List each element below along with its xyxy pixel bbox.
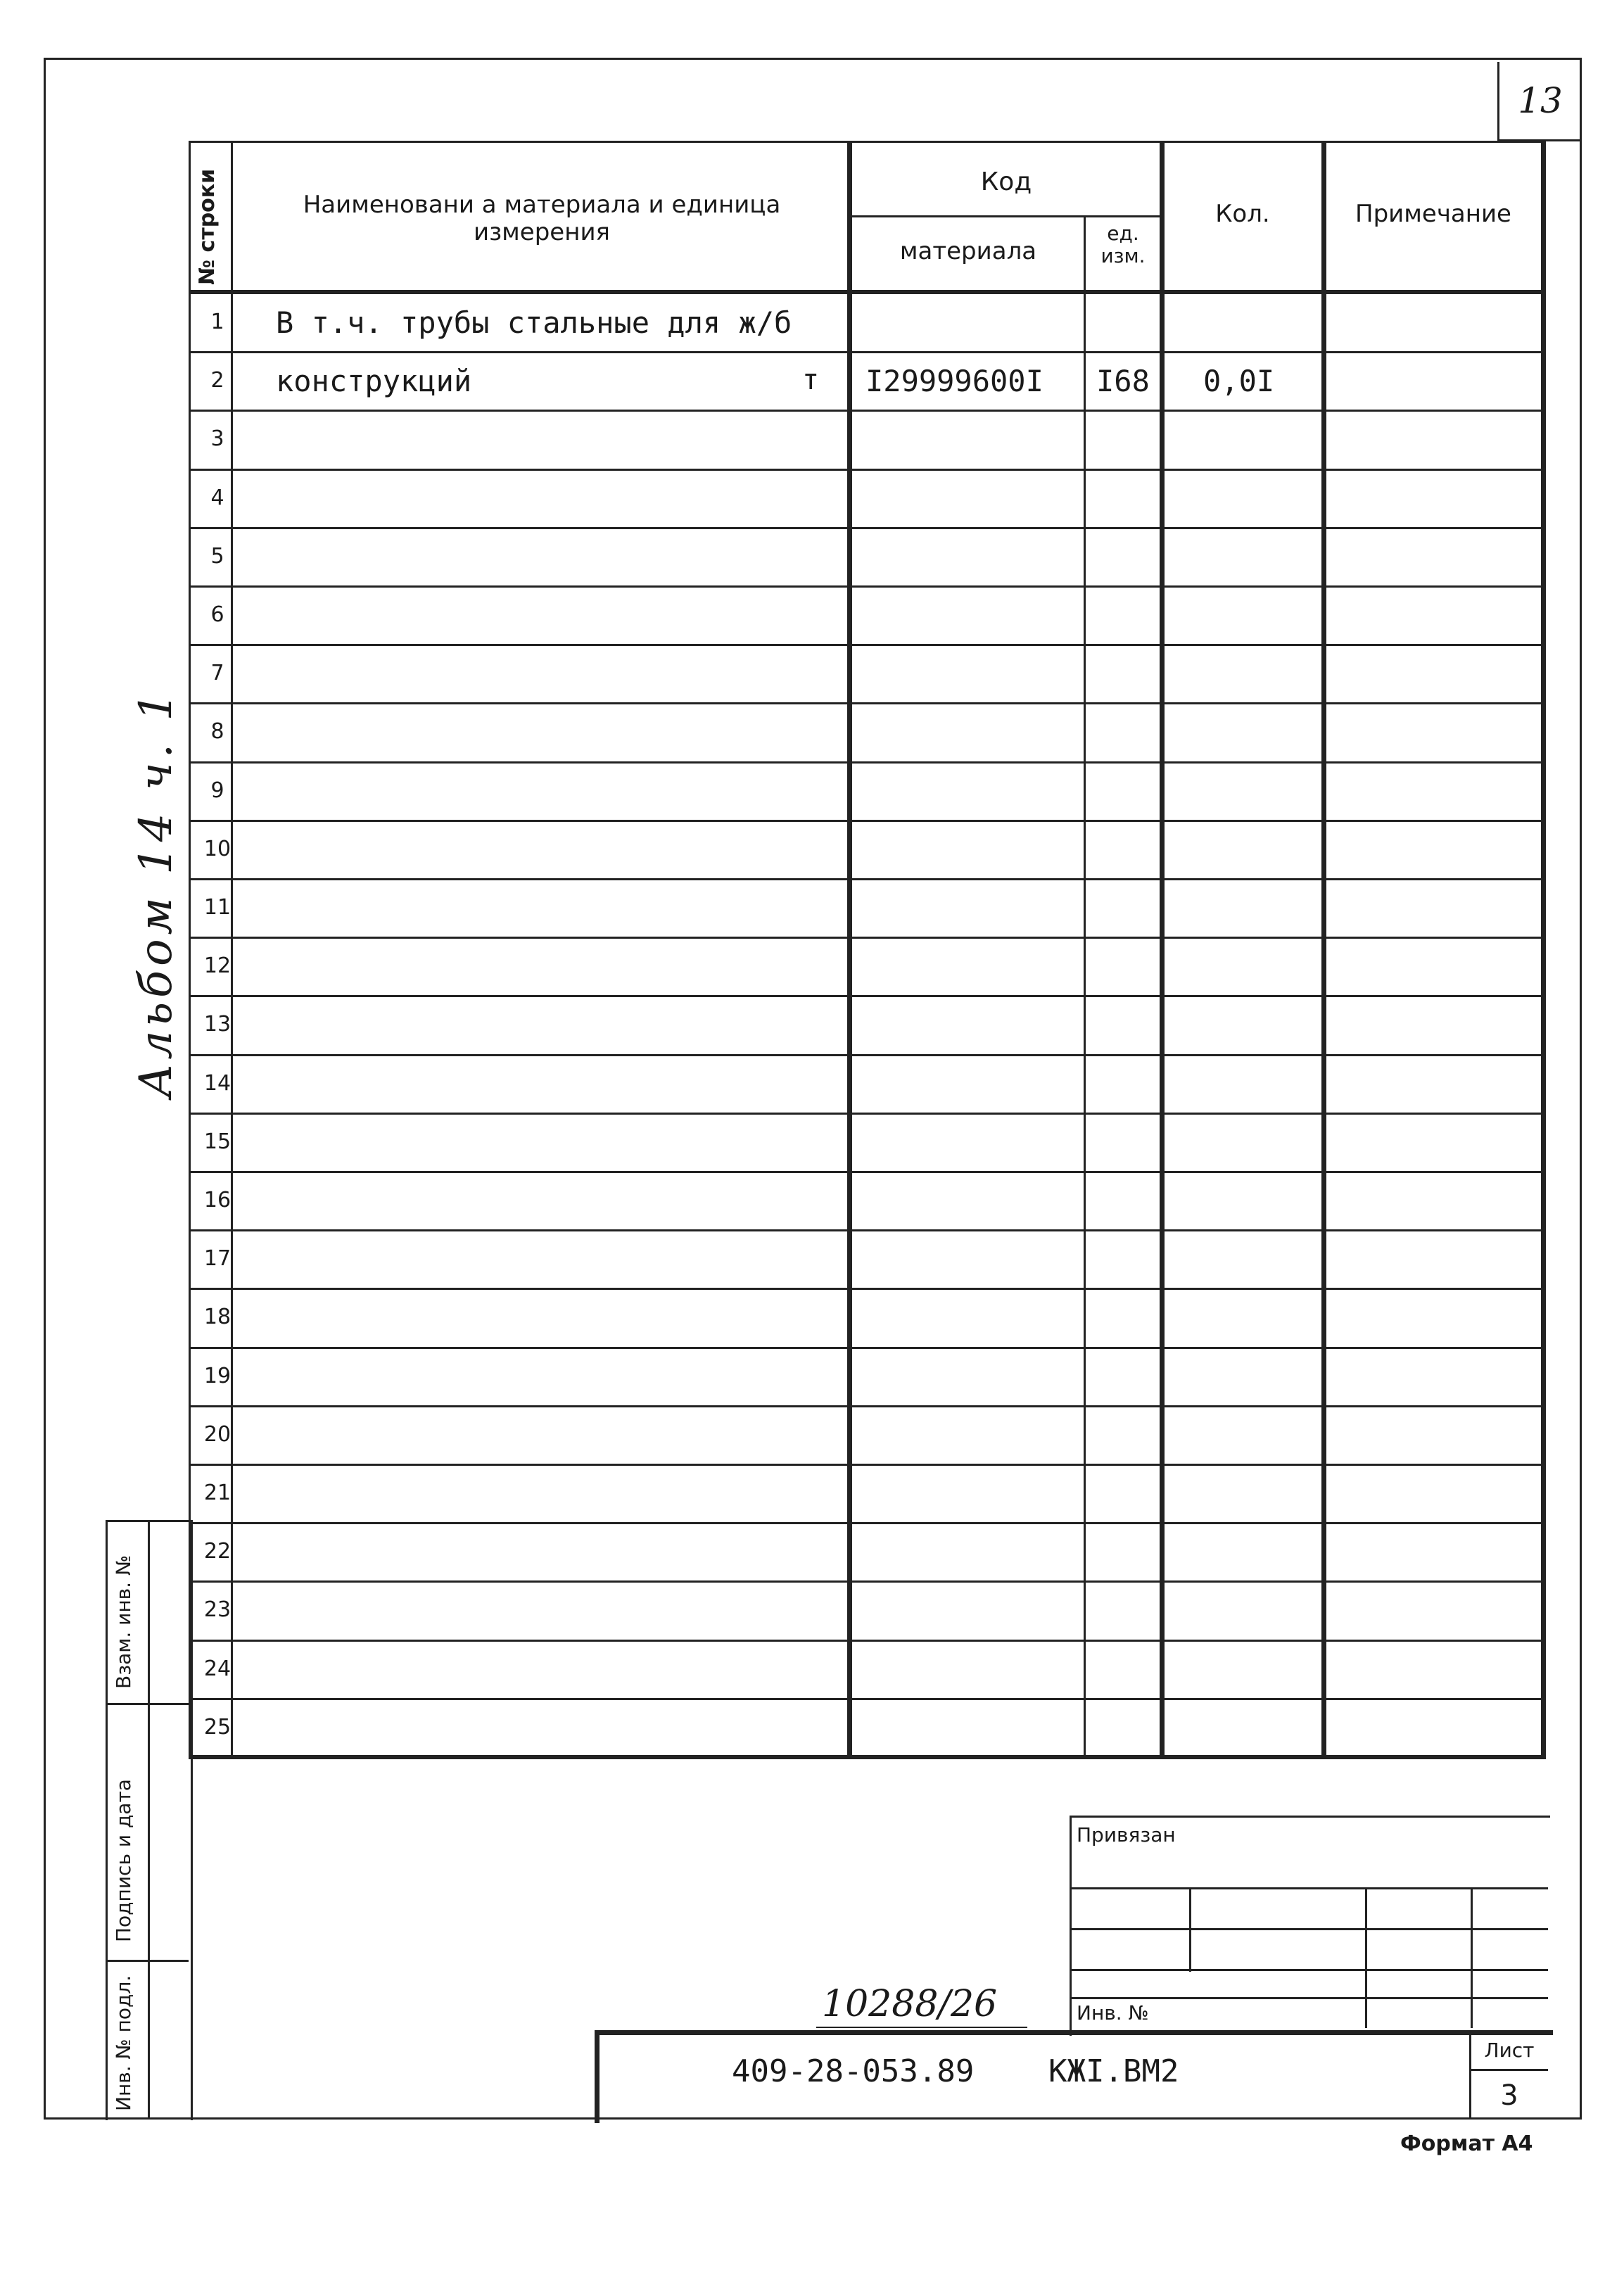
- cell-quantity: 0,0I: [1203, 364, 1275, 399]
- row-number: 24: [203, 1656, 231, 1681]
- col-line-right: [1541, 141, 1546, 1759]
- handwritten-number: 10288/26: [822, 1983, 998, 2025]
- row-divider: [189, 644, 1545, 646]
- row-number: 3: [210, 426, 224, 452]
- row-number: 5: [210, 543, 224, 569]
- row-divider: [189, 410, 1545, 412]
- row-divider: [189, 1347, 1545, 1349]
- designation: 409-28-053.89: [732, 2053, 975, 2089]
- row-divider: [189, 1229, 1545, 1231]
- row-divider: [189, 1054, 1545, 1056]
- header-note: Примечание: [1355, 200, 1511, 228]
- sheet-number: 3: [1500, 2079, 1518, 2112]
- row-number: 25: [203, 1714, 231, 1740]
- row-divider: [189, 702, 1545, 704]
- row-divider: [189, 1405, 1545, 1407]
- cell-code-unit: I68: [1096, 364, 1150, 399]
- cell-name: В т.ч. трубы стальные для ж/б: [276, 305, 792, 340]
- col-line-unit: [1084, 215, 1086, 1759]
- row-number: 9: [210, 778, 224, 803]
- row-number: 17: [203, 1246, 231, 1272]
- row-divider: [189, 937, 1545, 939]
- row-divider: [189, 527, 1545, 529]
- page-number: 13: [1518, 80, 1563, 121]
- code-mark: КЖI.ВМ2: [1048, 2053, 1179, 2089]
- stamp-vzam-inv: Взам. инв. №: [112, 1554, 135, 1689]
- row-number: 12: [203, 954, 231, 979]
- row-divider: [189, 585, 1545, 588]
- row-divider: [189, 351, 1545, 353]
- row-divider: [189, 1464, 1545, 1466]
- row-number: 2: [210, 368, 224, 393]
- inv-no-label: Инв. №: [1077, 2001, 1149, 2025]
- row-divider: [189, 995, 1545, 997]
- header-code-unit: ед. изм.: [1100, 222, 1146, 268]
- row-number: 23: [203, 1597, 231, 1623]
- row-number: 7: [210, 661, 224, 686]
- stamp-inv-podl: Инв. № подл.: [112, 1975, 135, 2111]
- row-number: 6: [210, 602, 224, 627]
- privyazan-label: Привязан: [1077, 1823, 1176, 1846]
- row-divider: [189, 1698, 1545, 1700]
- row-number: 8: [210, 719, 224, 745]
- page-number-box: [1497, 62, 1581, 141]
- row-number: 20: [203, 1421, 231, 1447]
- row-number: 21: [203, 1481, 231, 1505]
- row-number: 1: [210, 310, 224, 334]
- row-number: 13: [203, 1012, 231, 1037]
- row-divider: [189, 1288, 1545, 1290]
- col-line-name: [847, 141, 852, 1759]
- album-side-label: Альбом 14 ч. 1: [130, 688, 182, 1098]
- row-divider: [189, 469, 1545, 471]
- format-label: Формат А4: [1400, 2131, 1533, 2156]
- col-line-qty: [1321, 141, 1326, 1759]
- row-divider: [189, 761, 1545, 764]
- cell-name: конструкций: [276, 364, 472, 399]
- row-divider: [189, 1756, 1545, 1759]
- header-code: Код: [980, 167, 1032, 196]
- sheet-label: Лист: [1484, 2039, 1535, 2062]
- row-number: 18: [203, 1305, 231, 1330]
- header-code-material: материала: [899, 237, 1037, 265]
- row-number: 10: [203, 836, 231, 861]
- row-number: 15: [203, 1129, 231, 1154]
- row-number: 16: [203, 1188, 231, 1212]
- row-number: 22: [203, 1539, 231, 1564]
- row-divider: [189, 1640, 1545, 1642]
- row-divider: [189, 1580, 1545, 1583]
- row-number: 14: [203, 1070, 231, 1096]
- col-line-code: [1160, 141, 1165, 1759]
- stamp-podpis-data: Подпись и дата: [112, 1779, 135, 1942]
- row-divider: [189, 1171, 1545, 1173]
- cell-code: I29999600I: [865, 364, 1043, 399]
- row-divider: [189, 1522, 1545, 1524]
- header-quantity: Кол.: [1215, 200, 1270, 228]
- row-divider: [189, 1113, 1545, 1115]
- row-number: 4: [210, 485, 224, 510]
- row-divider: [189, 820, 1545, 822]
- row-number: 19: [203, 1363, 231, 1388]
- col-line-left: [189, 141, 191, 1759]
- header-name: Наименовани а материала и единица измерения: [303, 191, 781, 247]
- row-number: 11: [203, 895, 231, 920]
- header-row-no: № строки: [195, 168, 220, 285]
- cell-unit: т: [802, 364, 820, 397]
- row-divider: [189, 878, 1545, 880]
